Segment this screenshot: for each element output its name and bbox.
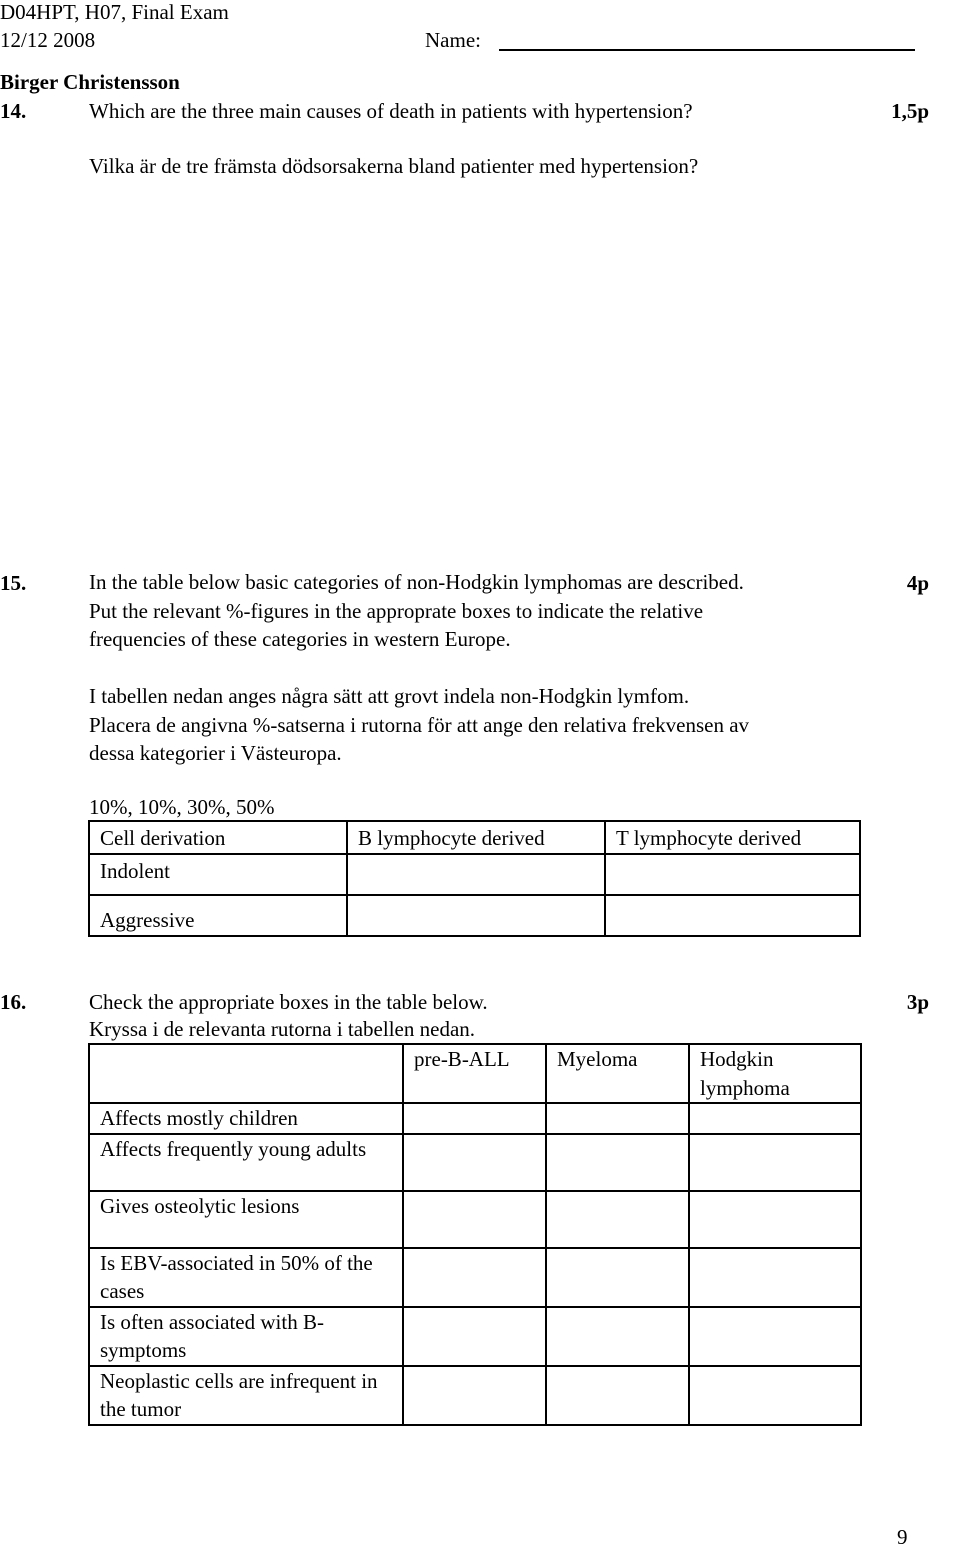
q16-checkbox-cell[interactable] — [546, 1307, 689, 1366]
q16-checkbox-cell[interactable] — [546, 1103, 689, 1134]
q16-checkbox-cell[interactable] — [403, 1191, 546, 1248]
q16-row-label: Neoplastic cells are infrequent in the tumor — [89, 1366, 403, 1425]
q16-header-pre-b-all: pre-B-ALL — [403, 1044, 546, 1103]
table-row — [89, 821, 860, 854]
table-row — [89, 1134, 861, 1191]
q16-row-label: Is often associated with B-symptoms — [89, 1307, 403, 1366]
table-row — [89, 1307, 861, 1366]
q14-answer-area[interactable] — [89, 200, 909, 560]
q15-sv-line-1: I tabellen nedan anges några sätt att grovt indela non-Hodgkin lymfom. — [89, 684, 690, 708]
q14-points: 1,5p — [891, 99, 929, 123]
q15-text-sv — [89, 682, 749, 768]
q15-row-label-indolent: Indolent — [89, 854, 347, 895]
q16-header-hodgkin: Hodgkin lymphoma — [689, 1044, 861, 1103]
q16-table — [88, 1043, 862, 1426]
q16-row-label: Affects frequently young adults — [89, 1134, 403, 1191]
table-row — [89, 1366, 861, 1425]
exam-author: Birger Christensson — [0, 70, 180, 94]
q16-checkbox-cell[interactable] — [546, 1191, 689, 1248]
q16-row-label: Gives osteolytic lesions — [89, 1191, 403, 1248]
table-row — [89, 1103, 861, 1134]
exam-date: 12/12 2008 — [0, 28, 96, 52]
q16-checkbox-cell[interactable] — [689, 1134, 861, 1191]
name-label: Name: — [425, 28, 481, 52]
q14-number: 14. — [0, 99, 27, 123]
q16-header-empty — [89, 1044, 403, 1103]
table-row — [89, 1044, 861, 1103]
q15-text-en — [89, 568, 744, 654]
q15-answer-indolent-b[interactable] — [347, 854, 605, 895]
q15-answer-indolent-t[interactable] — [605, 854, 860, 895]
q15-points: 4p — [906, 571, 929, 595]
q15-header-t-lymphocyte: T lymphocyte derived — [605, 821, 860, 854]
q16-checkbox-cell[interactable] — [403, 1134, 546, 1191]
q16-text-sv: Kryssa i de relevanta rutorna i tabellen nedan. — [89, 1017, 476, 1041]
name-answer-line[interactable] — [499, 49, 915, 51]
q15-answer-aggressive-b[interactable] — [347, 895, 605, 936]
q16-checkbox-cell[interactable] — [546, 1248, 689, 1307]
q14-text-en: Which are the three main causes of death in patients with hypertension? — [89, 99, 693, 123]
q16-checkbox-cell[interactable] — [689, 1248, 861, 1307]
q16-checkbox-cell[interactable] — [689, 1103, 861, 1134]
q16-checkbox-cell[interactable] — [689, 1307, 861, 1366]
q15-header-cell-derivation: Cell derivation — [89, 821, 347, 854]
q15-en-line-1: In the table below basic categories of non-Hodgkin lymphomas are described. — [89, 570, 744, 594]
q15-en-line-3: frequencies of these categories in western Europe. — [89, 627, 511, 651]
q16-checkbox-cell[interactable] — [546, 1134, 689, 1191]
q15-figures: 10%, 10%, 30%, 50% — [89, 795, 275, 819]
q16-number: 16. — [0, 990, 27, 1014]
table-row — [89, 854, 860, 895]
q15-en-line-2: Put the relevant %-figures in the approprate boxes to indicate the relative — [89, 598, 704, 623]
q16-row-label: Is EBV-associated in 50% of the cases — [89, 1248, 403, 1307]
page-number: 9 — [897, 1525, 908, 1549]
table-row — [89, 1248, 861, 1307]
q15-sv-line-2: Placera de angivna %-satserna i rutorna för att ange den relativa frekvensen av — [89, 712, 750, 737]
q16-text-en: Check the appropriate boxes in the table below. — [89, 990, 488, 1014]
q16-checkbox-cell[interactable] — [689, 1366, 861, 1425]
q15-number: 15. — [0, 571, 27, 595]
q16-checkbox-cell[interactable] — [689, 1191, 861, 1248]
q16-checkbox-cell[interactable] — [403, 1366, 546, 1425]
q16-checkbox-cell[interactable] — [403, 1307, 546, 1366]
q16-row-label: Affects mostly children — [89, 1103, 403, 1134]
q15-answer-aggressive-t[interactable] — [605, 895, 860, 936]
q14-text-sv: Vilka är de tre främsta dödsorsakerna bland patienter med hypertension? — [89, 154, 699, 178]
exam-course-title: D04HPT, H07, Final Exam — [0, 0, 229, 24]
table-row — [89, 1191, 861, 1248]
q15-table — [88, 820, 861, 937]
table-row — [89, 895, 860, 936]
q16-checkbox-cell[interactable] — [546, 1366, 689, 1425]
q16-points: 3p — [906, 990, 929, 1014]
q16-checkbox-cell[interactable] — [403, 1103, 546, 1134]
q15-row-label-aggressive: Aggressive — [89, 895, 347, 936]
q16-checkbox-cell[interactable] — [403, 1248, 546, 1307]
q16-header-myeloma: Myeloma — [546, 1044, 689, 1103]
q15-header-b-lymphocyte: B lymphocyte derived — [347, 821, 605, 854]
q15-sv-line-3: dessa kategorier i Västeuropa. — [89, 741, 342, 765]
